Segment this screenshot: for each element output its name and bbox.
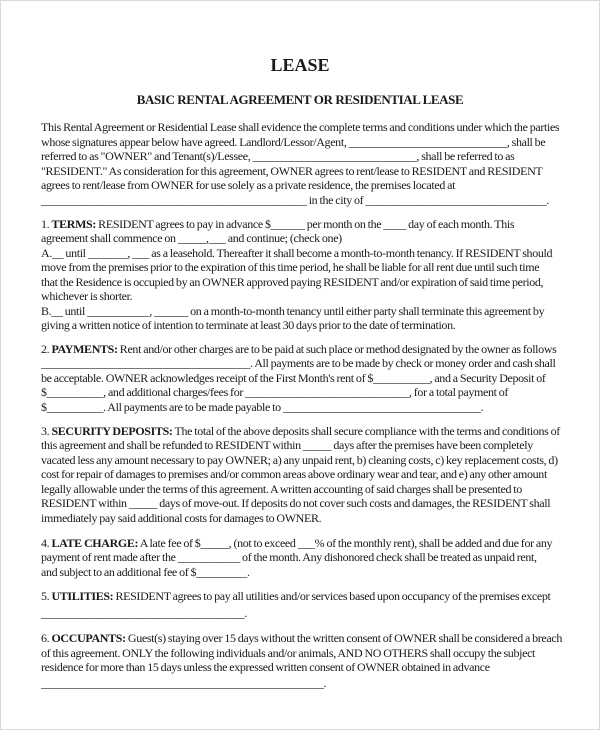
section-text: RESIDENT agrees to pay in advance $______ per month on the ____ day of each month. This — [96, 217, 515, 231]
section-line: _____________________________________. All payments are to be made by check or money order and cash shall — [41, 356, 556, 370]
intro-line: referred to as "OWNER" and Tenant(s)/Lessee, _____________________________, shall be referred to as — [41, 149, 515, 163]
document-title: LEASE — [270, 55, 330, 75]
section-heading: OCCUPANTS: — [51, 631, 126, 645]
intro-line: agrees to rent/lease from OWNER for use solely as a private residence, the premises located at — [41, 178, 456, 192]
section-heading: PAYMENTS: — [51, 342, 118, 356]
section-heading: UTILITIES: — [51, 589, 114, 603]
section-line: legally allowable under the terms of this agreement. A written accounting of said charges shall be presented to — [41, 482, 522, 496]
document-subtitle: BASIC RENTAL AGREEMENT OR RESIDENTIAL LEASE — [136, 92, 464, 107]
section-number: 4. — [41, 536, 52, 550]
section-heading-line — [41, 424, 560, 438]
section-line: whichever is shorter. — [41, 289, 133, 303]
section-line: giving a written notice of intention to terminate at least 30 days prior to the date of termination. — [41, 318, 456, 332]
section-heading: SECURITY DEPOSITS: — [51, 424, 173, 438]
section-heading-line — [41, 536, 552, 550]
section-line: be acceptable. OWNER acknowledges receipt of the First Month's rent of $__________, and a Security Deposit of — [41, 371, 546, 385]
section-line: that the Residence is occupied by an OWNER approved paying RESIDENT and/or expiration of said time period, — [41, 275, 544, 289]
section-line: $__________. All payments are to be made payable to ___________________________________. — [41, 400, 484, 414]
section-line: A.__ until _______, ___ as a leasehold. Thereafter it shall become a month-to-month tenancy. If RESIDENT should — [41, 246, 553, 260]
section-line: vacated less any amount necessary to pay OWNER; a) any unpaid rent, b) cleaning costs, c) key replacement costs, d) — [41, 453, 558, 467]
section-text: Guest(s) staying over 15 days without the written consent of OWNER shall be considered a breach — [125, 631, 563, 645]
intro-line: "RESIDENT." As consideration for this agreement, OWNER agrees to rent/lease to RESIDENT and RESIDENT — [41, 164, 543, 178]
section-heading: LATE CHARGE: — [51, 536, 139, 550]
section-heading-line — [41, 217, 514, 231]
section-number: 1. — [41, 217, 52, 231]
section-line: of this agreement. ONLY the following individuals and/or animals, AND NO OTHERS shall occupy the subject — [41, 646, 536, 660]
section-line: agreement shall commence on _____,___ and continue; (check one) — [41, 231, 342, 245]
section-line: __________________________________________________. — [41, 676, 327, 690]
section-heading-line — [41, 631, 562, 645]
section-line: this agreement and shall be refunded to RESIDENT within _____ days after the premises have been completely — [41, 438, 533, 452]
section-heading-line — [41, 342, 556, 356]
section-line: move from the premises prior to the expiration of this time period, he shall be liable for all rent due until such time — [41, 260, 540, 274]
section-line: $__________, and additional charges/fees for _____________________________, for a total payment of — [41, 385, 509, 399]
section-line: and subject to an additional fee of $_________. — [41, 565, 250, 579]
section-line: cost for repair of damages to premises and/or common areas above ordinary wear and tear, and e) any other amount — [41, 467, 547, 481]
section-text: Rent and/or other charges are to be paid at such place or method designated by the owner as follows — [117, 342, 557, 356]
section-line: RESIDENT within _____ days of move-out. If deposits do not cover such costs and damages, the RESIDENT shall — [41, 496, 551, 510]
section-text: RESIDENT agrees to pay all utilities and/or services based upon occupancy of the premises except — [113, 589, 551, 603]
section-text: The total of the above deposits shall secure compliance with the terms and conditions of — [172, 424, 560, 438]
section-line: residence for more than 15 days unless the expressed written consent of OWNER obtained in advance — [41, 660, 490, 674]
section-number: 6. — [41, 631, 52, 645]
section-line: payment of rent made after the ___________ of the month. Any dishonored check shall be treated as unpaid rent, — [41, 550, 537, 564]
section-number: 2. — [41, 342, 52, 356]
section-line: B.__ until ___________, ______ on a month-to-month tenancy until either party shall terminate this agreement by — [41, 304, 545, 318]
section-line: immediately pay said additional costs for damages to OWNER. — [41, 511, 322, 525]
intro-line: _______________________________________________ in the city of ________________________________. — [41, 193, 549, 207]
section-number: 3. — [41, 424, 52, 438]
section-line: ____________________________________. — [41, 606, 248, 620]
section-text: A late fee of $_____, (not to exceed ___% of the monthly rent), shall be added and due for any — [138, 536, 553, 550]
section-number: 5. — [41, 589, 52, 603]
section-heading: TERMS: — [51, 217, 97, 231]
intro-line: whose signatures appear below have agreed. Landlord/Lessor/Agent, ____________________________, shall be — [41, 135, 546, 149]
intro-line: This Rental Agreement or Residential Lease shall evidence the complete terms and conditions under which the parties — [41, 120, 560, 134]
section-heading-line — [41, 589, 551, 603]
